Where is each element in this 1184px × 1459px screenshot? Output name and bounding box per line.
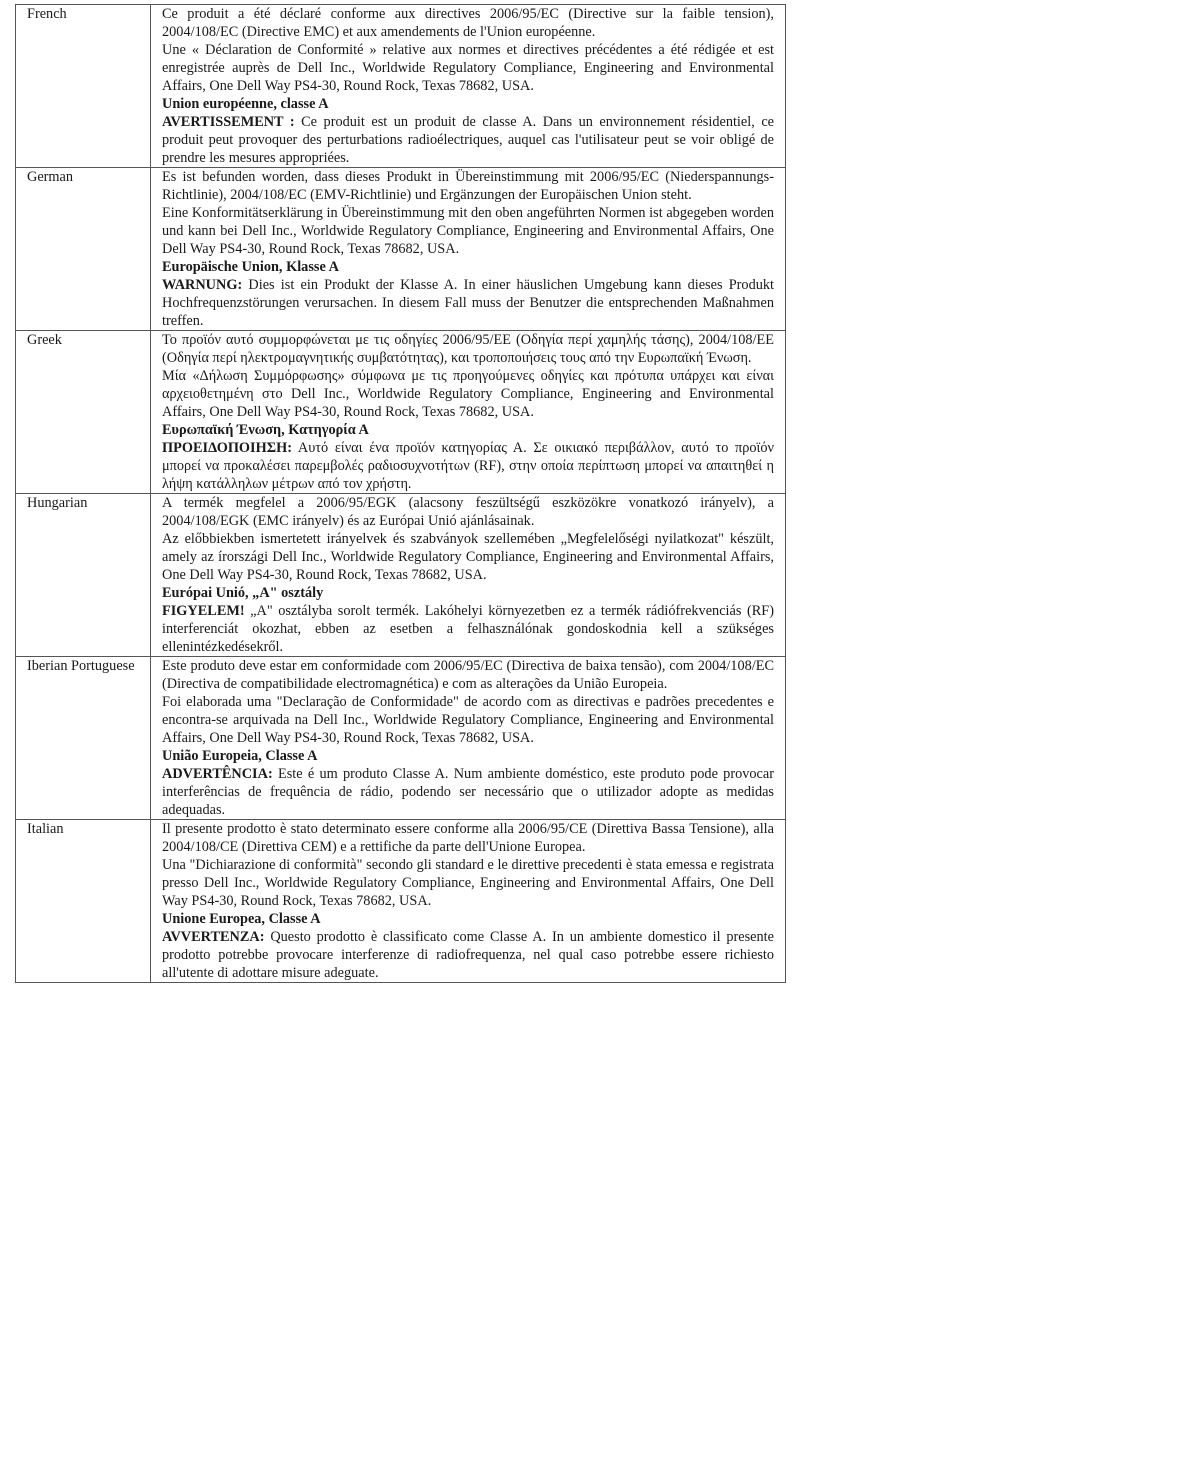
declaration-text: Il presente prodotto è stato determinato essere conforme alla 2006/95/CE (Direttiva Bassa Tensione), alla 2004/108/CE (Direttiva CEM) e a rettifiche da parte dell'Unione Europea.: [162, 821, 774, 855]
conformity-text: Foi elaborada uma "Declaração de Conformidade" de acordo com as directivas e padrões precedentes e encontra-se arquivada na Dell Inc., Worldwide Regulatory Compliance, Engineering and Environmental Affairs, One Dell Way PS4-30, Round Rock, Texas 78682, USA.: [162, 694, 774, 746]
conformity-text: Az előbbiekben ismertetett irányelvek és szabványok szellemében „Megfelelőségi nyilatkozat" készült, amely az írországi Dell Inc., Worldwide Regulatory Compliance, Engineering and Environmental Affairs, One Dell Way PS4-30, Round Rock, Texas 78682, USA.: [162, 531, 774, 583]
conformity-text: Une « Déclaration de Conformité » relative aux normes et directives précédentes a été rédigée et est enregistrée auprès de Dell Inc., Worldwide Regulatory Compliance, Engineering and Environmental Affairs, One Dell Way PS4-30, Round Rock, Texas 78682, USA.: [162, 42, 774, 94]
table-row: [16, 331, 786, 494]
language-cell: French: [16, 5, 151, 168]
warning-text: Este é um produto Classe A. Num ambiente doméstico, este produto pode provocar interferências de frequência de rádio, podendo ser necessário que o utilizador adopte as medidas adequadas.: [162, 766, 774, 818]
compliance-text-cell: [151, 657, 786, 820]
language-cell: Italian: [16, 820, 151, 983]
compliance-text-cell: [151, 331, 786, 494]
warning-label: FIGYELEM!: [162, 603, 245, 619]
warning-text: Αυτό είναι ένα προϊόν κατηγορίας Α. Σε οικιακό περιβάλλον, αυτό το προϊόν μπορεί να προκαλέσει παρεμβολές ραδιοσυχνοτήτων (RF), στην οποία περίπτωση μπορεί να απαιτηθεί η λήψη κατάλληλων μέτρων από τον χρήστη.: [162, 440, 774, 492]
conformity-text: Μία «Δήλωση Συμμόρφωσης» σύμφωνα με τις προηγούμενες οδηγίες και πρότυπα υπάρχει και είναι αρχειοθετημένη στο Dell Inc., Worldwide Regulatory Compliance, Engineering and Environmental Affairs, One Dell Way PS4-30, Round Rock, Texas 78682, USA.: [162, 368, 774, 420]
warning-paragraph: [162, 765, 774, 819]
compliance-text-cell: [151, 820, 786, 983]
class-heading: Unione Europea, Classe A: [162, 911, 321, 927]
compliance-text-cell: [151, 168, 786, 331]
declaration-text: Es ist befunden worden, dass dieses Produkt in Übereinstimmung mit 2006/95/EC (Niederspannungs-Richtlinie), 2004/108/EC (EMV-Richtlinie) und Ergänzungen der Europäischen Union steht.: [162, 169, 774, 203]
table-row: [16, 657, 786, 820]
class-heading: Europäische Union, Klasse A: [162, 259, 339, 275]
warning-label: ADVERTÊNCIA:: [162, 766, 273, 782]
warning-label: AVERTISSEMENT :: [162, 114, 295, 130]
language-cell: Iberian Portuguese: [16, 657, 151, 820]
warning-paragraph: [162, 928, 774, 982]
warning-paragraph: [162, 602, 774, 656]
compliance-text-cell: [151, 5, 786, 168]
table-row: [16, 168, 786, 331]
declaration-text: A termék megfelel a 2006/95/EGK (alacsony feszültségű eszközökre vonatkozó irányelv), a 2004/108/EGK (EMC irányelv) és az Európai Unió ajánlásainak.: [162, 495, 774, 529]
declaration-text: Το προϊόν αυτό συμμορφώνεται με τις οδηγίες 2006/95/ΕΕ (Οδηγία περί χαμηλής τάσης), 2004/108/ΕΕ (Οδηγία περί ηλεκτρομαγνητικής συμβατότητας), και τροποποιήσεις τους από την Ευρωπαϊκή Ένωση.: [162, 332, 774, 366]
warning-text: Ce produit est un produit de classe A. Dans un environnement résidentiel, ce produit peut provoquer des perturbations radioélectriques, auquel cas l'utilisateur peut se voir obligé de prendre les mesures appropriées.: [162, 114, 775, 166]
declaration-text: Este produto deve estar em conformidade com 2006/95/EC (Directiva de baixa tensão), com 2004/108/EC (Directiva de compatibilidade electromagnética) e com as alterações da União Europeia.: [162, 658, 774, 692]
table-row: [16, 494, 786, 657]
class-heading: Európai Unió, „A" osztály: [162, 585, 324, 601]
declaration-text: Ce produit a été déclaré conforme aux directives 2006/95/EC (Directive sur la faible tension), 2004/108/EC (Directive EMC) et aux amendements de l'Union européenne.: [162, 6, 774, 40]
language-cell: German: [16, 168, 151, 331]
warning-paragraph: [162, 276, 774, 330]
warning-label: ΠΡΟΕΙΔΟΠΟΙΗΣΗ:: [162, 440, 292, 456]
table-row: [16, 5, 786, 168]
class-heading: Ευρωπαϊκή Ένωση, Κατηγορία Α: [162, 422, 369, 438]
warning-text: Questo prodotto è classificato come Classe A. In un ambiente domestico il presente prodotto potrebbe provocare interferenze di radiofrequenza, nel qual caso potrebbe essere richiesto all'utente di adottare misure adeguate.: [162, 929, 774, 981]
warning-paragraph: [162, 439, 774, 493]
conformity-text: Eine Konformitätserklärung in Übereinstimmung mit den oben angeführten Normen ist abgegeben worden und kann bei Dell Inc., Worldwide Regulatory Compliance, Engineering and Environmental Affairs, One Dell Way PS4-30, Round Rock, Texas 78682, USA.: [162, 205, 774, 257]
warning-text: Dies ist ein Produkt der Klasse A. In einer häuslichen Umgebung kann dieses Produkt Hochfrequenzstörungen verursachen. In diesem Fall muss der Benutzer die entsprechenden Maßnahmen treffen.: [162, 277, 774, 329]
warning-label: WARNUNG:: [162, 277, 243, 293]
language-cell: Greek: [16, 331, 151, 494]
class-heading: União Europeia, Classe A: [162, 748, 318, 764]
conformity-text: Una "Dichiarazione di conformità" secondo gli standard e le direttive precedenti è stata emessa e registrata presso Dell Inc., Worldwide Regulatory Compliance, Engineering and Environmental Affairs, One Dell Way PS4-30, Round Rock, Texas 78682, USA.: [162, 857, 774, 909]
table-row: [16, 820, 786, 983]
warning-text: „A" osztályba sorolt termék. Lakóhelyi környezetben ez a termék rádiófrekvenciás (RF) interferenciát okozhat, ebben az esetben a felhasználónak gondoskodnia kell a szükséges ellenintézkedésekről.: [162, 603, 774, 655]
warning-label: AVVERTENZA:: [162, 929, 265, 945]
compliance-text-cell: [151, 494, 786, 657]
warning-paragraph: [162, 113, 774, 167]
class-heading: Union européenne, classe A: [162, 96, 329, 112]
regulatory-compliance-table: [15, 4, 786, 983]
language-cell: Hungarian: [16, 494, 151, 657]
